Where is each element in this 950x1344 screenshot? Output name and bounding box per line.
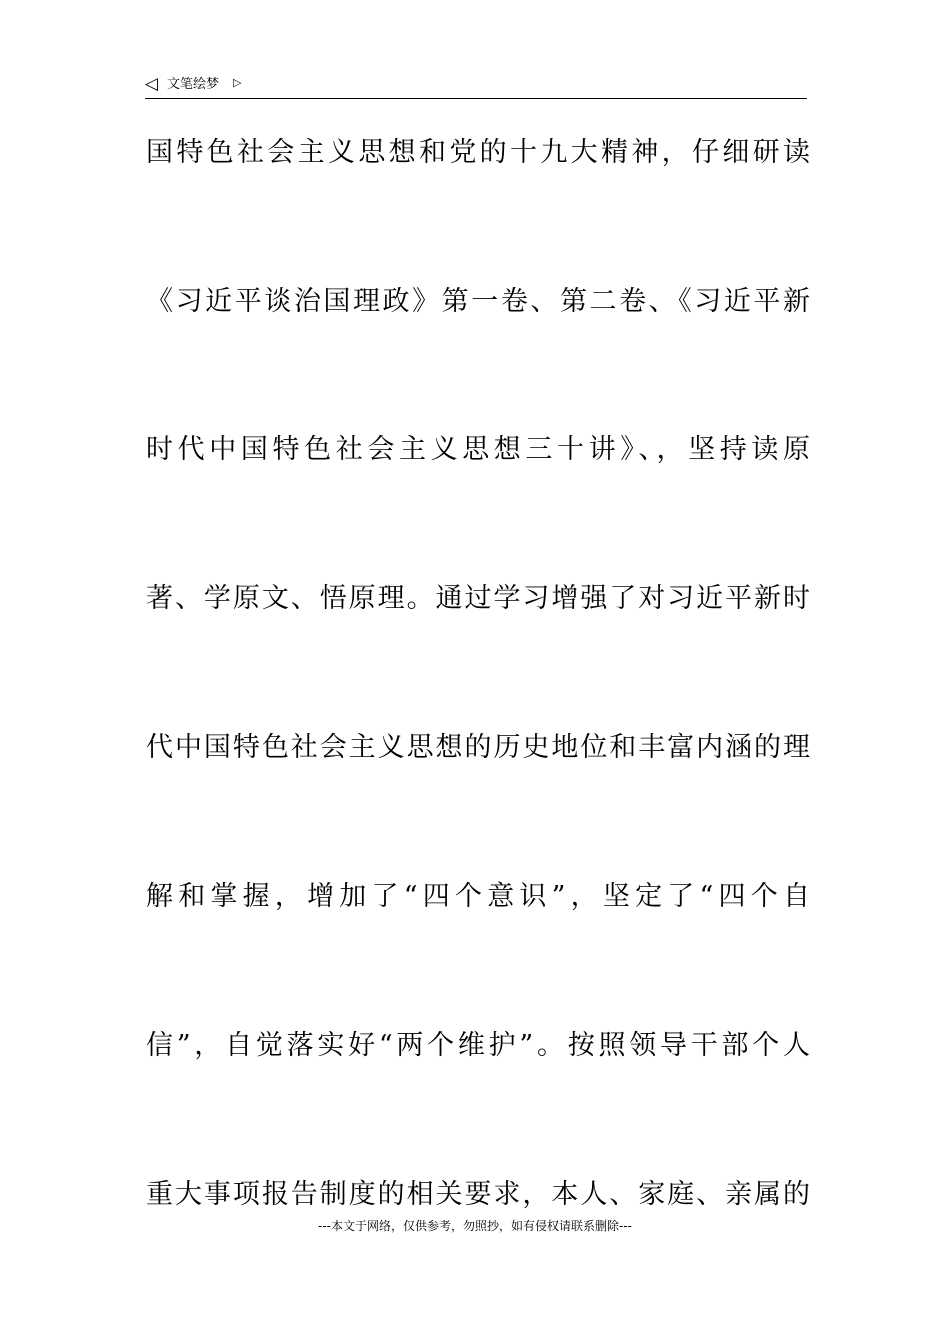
body-line-1: 国特色社会主义思想和党的十九大精神，仔细研读	[146, 137, 810, 168]
left-triangle-icon: ◁	[145, 74, 159, 94]
right-triangle-icon: ▷	[233, 76, 242, 89]
body-line-5: 代中国特色社会主义思想的历史地位和丰富内涵的理	[146, 732, 810, 763]
body-line-3: 时代中国特色社会主义思想三十讲》、，坚持读原	[146, 434, 810, 465]
page-header	[145, 72, 807, 99]
body-line-7: 信”，自觉落实好“两个维护”。按照领导干部个人	[146, 1030, 810, 1061]
footer-disclaimer: ---本文于网络，仅供参考，勿照抄，如有侵权请联系删除---	[318, 1219, 632, 1233]
body-line-2: 《习近平谈治国理政》第一卷、第二卷、《习近平新	[146, 286, 810, 317]
body-line-4: 著、学原文、悟原理。通过学习增强了对习近平新时	[146, 583, 810, 614]
body-line-6: 解和掌握，增加了“四个意识”，坚定了“四个自	[146, 881, 810, 912]
header-title: 文笔绘梦	[167, 77, 220, 92]
body-line-8: 重大事项报告制度的相关要求，本人、家庭、亲属的	[146, 1179, 810, 1210]
